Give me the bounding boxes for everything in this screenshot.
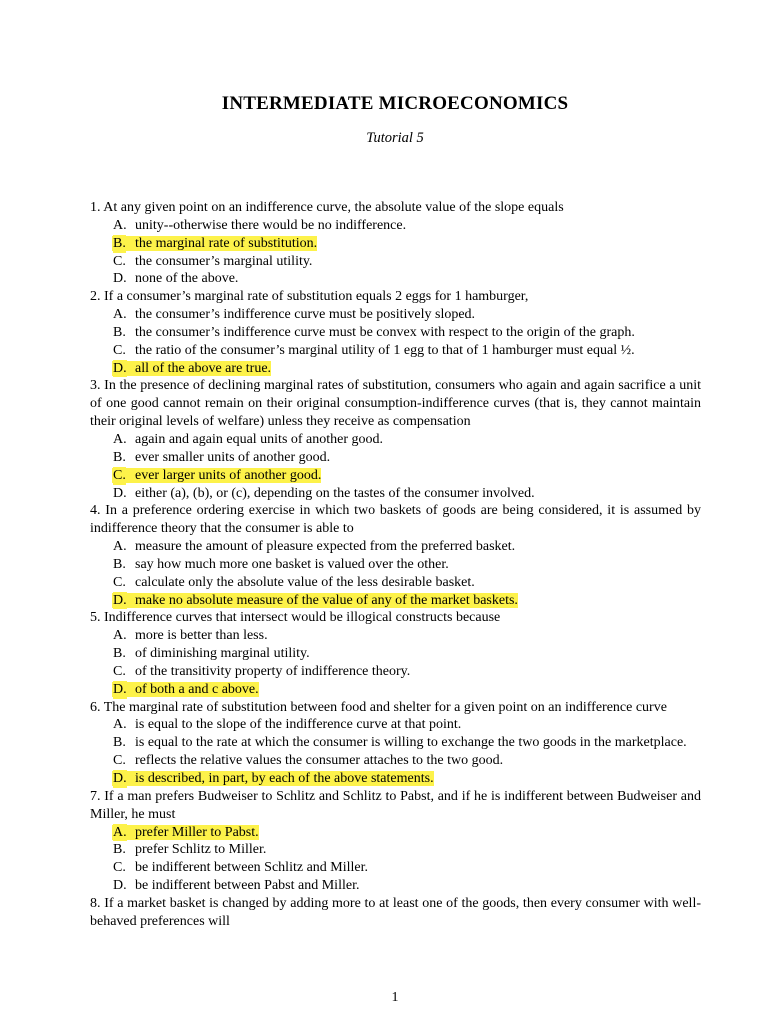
option-letter: B. bbox=[113, 842, 126, 858]
option-text: calculate only the absolute value of the less desirable basket. bbox=[135, 574, 475, 590]
question-text: 3. In the presence of declining marginal rates of substitution, consumers who again and again sacrifice a unit of one good cannot remain on their original consumption-indifference curves (that is, they cannot maintain their original levels of welfare) unless they receive as compensation bbox=[90, 378, 701, 430]
question-text: 1. At any given point on an indifference curve, the absolute value of the slope equals bbox=[90, 200, 564, 215]
option-letter: D. bbox=[113, 271, 127, 287]
answer-option bbox=[90, 574, 701, 592]
answer-option bbox=[90, 449, 701, 467]
option-text: be indifferent between Pabst and Miller. bbox=[135, 878, 360, 894]
answer-option bbox=[90, 859, 701, 877]
option-letter: C. bbox=[113, 574, 126, 590]
question-5 bbox=[90, 609, 701, 698]
question-text: 6. The marginal rate of substitution between food and shelter for a given point on an indifference curve bbox=[90, 699, 667, 715]
option-letter: A. bbox=[113, 717, 127, 733]
option-letter: B. bbox=[113, 449, 126, 465]
option-text: ever larger units of another good. bbox=[135, 467, 322, 483]
question-text: 5. Indifference curves that intersect would be illogical constructs because bbox=[90, 610, 501, 626]
option-letter: A. bbox=[113, 539, 127, 555]
option-letter: B. bbox=[113, 735, 126, 751]
answer-option bbox=[90, 752, 701, 770]
question-text: 8. If a market basket is changed by adding more to at least one of the goods, then every consumer with well-behaved preferences will bbox=[90, 895, 701, 929]
option-text: ever smaller units of another good. bbox=[135, 449, 331, 465]
option-text: is equal to the slope of the indifference curve at that point. bbox=[135, 717, 462, 733]
option-letter: D. bbox=[113, 592, 127, 608]
option-letter: A. bbox=[113, 431, 127, 447]
option-letter: B. bbox=[113, 556, 126, 572]
option-text: either (a), (b), or (c), depending on the tastes of the consumer involved. bbox=[135, 485, 535, 501]
option-text: the consumer’s indifference curve must be positively sloped. bbox=[135, 307, 476, 323]
answer-option bbox=[90, 324, 701, 342]
answer-option-highlighted bbox=[90, 681, 701, 699]
option-letter: D. bbox=[113, 485, 127, 501]
question-3 bbox=[90, 377, 701, 502]
option-letter: D. bbox=[113, 771, 127, 786]
option-text: of the transitivity property of indifference theory. bbox=[135, 663, 411, 679]
option-text: of both a and c above. bbox=[135, 681, 259, 697]
option-letter: A. bbox=[113, 307, 127, 323]
question-8 bbox=[90, 895, 701, 931]
answer-option bbox=[90, 556, 701, 574]
option-text: of diminishing marginal utility. bbox=[135, 646, 310, 662]
question-2 bbox=[90, 288, 701, 377]
option-text: say how much more one basket is valued over the other. bbox=[135, 556, 449, 572]
answer-option bbox=[90, 217, 701, 235]
option-letter: C. bbox=[113, 342, 126, 358]
answer-option bbox=[90, 253, 701, 271]
question-6 bbox=[90, 699, 701, 788]
answer-option-highlighted bbox=[90, 770, 701, 788]
option-letter: C. bbox=[113, 753, 126, 769]
option-text: none of the above. bbox=[135, 271, 239, 287]
answer-option-highlighted bbox=[90, 824, 701, 842]
option-text: all of the above are true. bbox=[135, 360, 272, 376]
answer-option-highlighted bbox=[90, 235, 701, 253]
option-letter: D. bbox=[113, 360, 127, 376]
question-text: 2. If a consumer’s marginal rate of substitution equals 2 eggs for 1 hamburger, bbox=[90, 289, 529, 305]
document-title: INTERMEDIATE MICROECONOMICS bbox=[221, 93, 569, 114]
option-letter: A. bbox=[113, 628, 127, 644]
option-text: again and again equal units of another good. bbox=[135, 431, 384, 447]
answer-option bbox=[90, 270, 701, 288]
option-text: is described, in part, by each of the above statements. bbox=[135, 771, 434, 786]
option-text: the consumer’s marginal utility. bbox=[135, 253, 313, 269]
option-text: reflects the relative values the consumer attaches to the two good. bbox=[135, 753, 504, 769]
option-text: unity--otherwise there would be no indifference. bbox=[135, 217, 407, 233]
option-text: prefer Miller to Pabst. bbox=[135, 824, 259, 840]
answer-option bbox=[90, 734, 701, 752]
answer-option bbox=[90, 645, 701, 663]
answer-option bbox=[90, 841, 701, 859]
option-letter: C. bbox=[113, 860, 126, 876]
question-text: 7. If a man prefers Budweiser to Schlitz and Schlitz to Pabst, and if he is indifferent between Budweiser and Miller, he must bbox=[90, 788, 701, 822]
answer-option bbox=[90, 627, 701, 645]
option-letter: C. bbox=[113, 467, 126, 483]
answer-option bbox=[90, 431, 701, 449]
option-text: the marginal rate of substitution. bbox=[135, 235, 318, 251]
answer-option bbox=[90, 538, 701, 556]
option-text: the ratio of the consumer’s marginal utility of 1 egg to that of 1 hamburger must equal ½. bbox=[135, 342, 635, 358]
option-text: the consumer’s indifference curve must be convex with respect to the origin of the graph. bbox=[135, 324, 635, 340]
answer-option bbox=[90, 877, 701, 895]
option-letter: A. bbox=[113, 217, 127, 233]
question-1 bbox=[90, 199, 701, 288]
option-letter: D. bbox=[113, 878, 127, 894]
option-text: prefer Schlitz to Miller. bbox=[135, 842, 267, 858]
question-4 bbox=[90, 502, 701, 609]
option-letter: B. bbox=[113, 646, 126, 662]
option-text: be indifferent between Schlitz and Miller. bbox=[135, 860, 369, 876]
answer-option-highlighted bbox=[90, 592, 701, 610]
answer-option bbox=[90, 306, 701, 324]
answer-option-highlighted bbox=[90, 467, 701, 485]
document-subtitle: Tutorial 5 bbox=[366, 130, 424, 146]
answer-option bbox=[90, 716, 701, 734]
answer-option-highlighted bbox=[90, 360, 701, 378]
answer-option bbox=[90, 485, 701, 503]
option-letter: D. bbox=[113, 681, 127, 697]
option-letter: A. bbox=[113, 824, 127, 840]
option-text: is equal to the rate at which the consumer is willing to exchange the two goods in the marketplace. bbox=[135, 735, 687, 751]
option-letter: C. bbox=[113, 663, 126, 679]
answer-option bbox=[90, 342, 701, 360]
option-text: measure the amount of pleasure expected from the preferred basket. bbox=[135, 539, 516, 555]
question-7 bbox=[90, 788, 701, 895]
option-letter: B. bbox=[113, 324, 126, 340]
question-list bbox=[90, 199, 701, 931]
option-text: more is better than less. bbox=[135, 628, 268, 644]
question-text: 4. In a preference ordering exercise in which two baskets of goods are being considered, it is assumed by indifference theory that the consumer is able to bbox=[90, 503, 701, 537]
option-letter: B. bbox=[113, 235, 126, 251]
page-number: 1 bbox=[391, 990, 399, 1005]
answer-option bbox=[90, 663, 701, 681]
option-text: make no absolute measure of the value of any of the market baskets. bbox=[135, 592, 518, 608]
option-letter: C. bbox=[113, 253, 126, 269]
